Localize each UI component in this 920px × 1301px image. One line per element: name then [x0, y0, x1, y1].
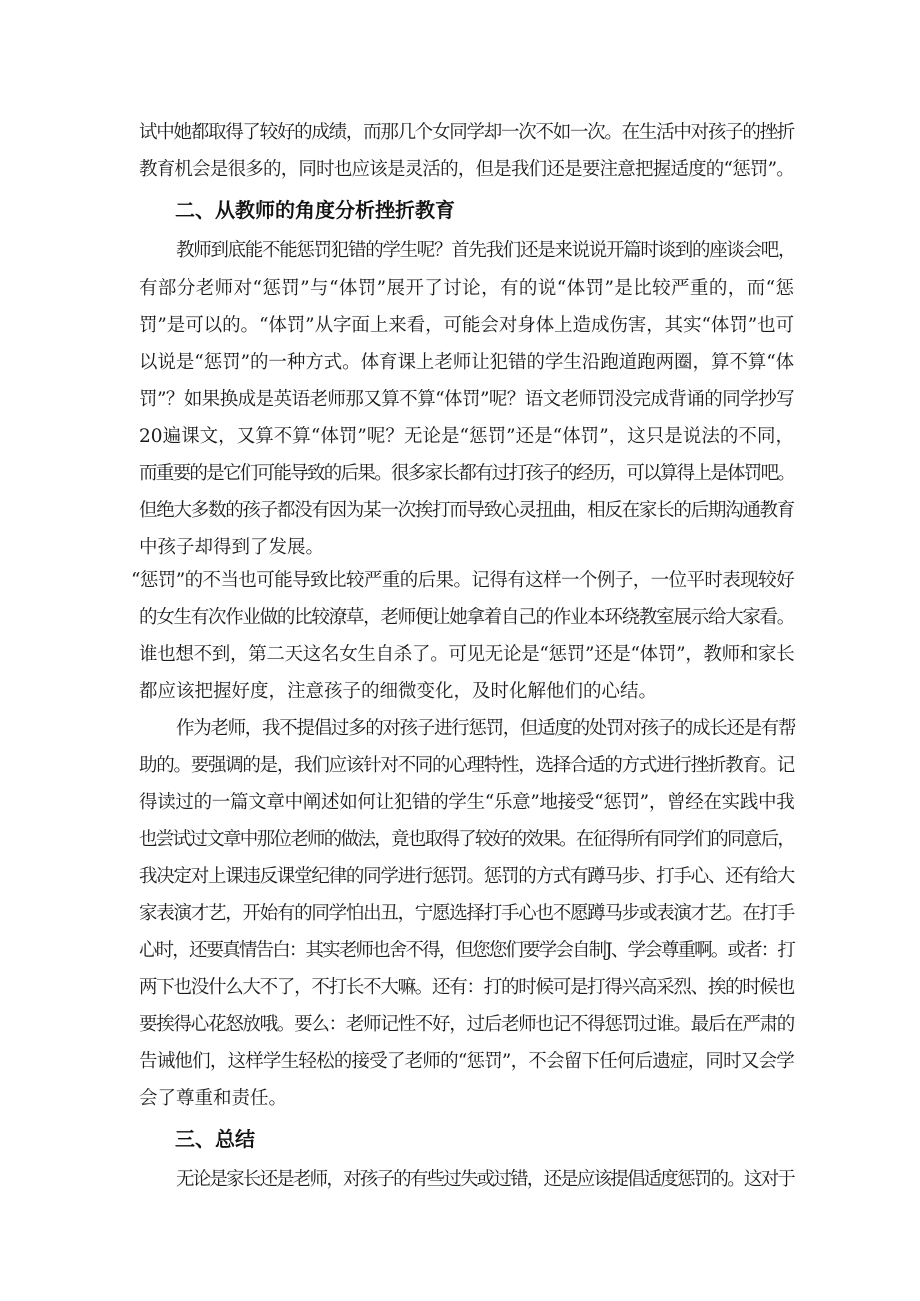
text-line: 作为老师，我不提倡过多的对孩子进行惩罚，但适度的处罚对孩子的成长还是有帮: [176, 718, 796, 739]
text-line: 助的。要强调的是，我们应该针对不同的心理特性，选择合适的方式进行挫折教育。记: [139, 755, 794, 776]
text-line: 有部分老师对“惩罚”与“体罚”展开了讨论，有的说“体罚”是比较严重的，而“惩: [139, 278, 794, 299]
text-line: 都应该把握好度，注意孩子的细微变化，及时化解他们的心结。: [139, 681, 658, 702]
text-line: 试中她都取得了较好的成绩，而那几个女同学却一次不如一次。在生活中对孩子的挫折: [139, 122, 794, 143]
text-line: “惩罚”的不当也可能导致比较严重的后果。记得有这样一个例子，一位平时表现较好: [131, 570, 794, 591]
text-line: 心时，还要真情告白：其实老师也舍不得，但您您们要学会自制J、学会尊重啊。或者：打: [139, 940, 794, 961]
text-line: 告诫他们，这样学生轻松的接受了老师的“惩罚”，不会留下任何后遗症，同时又会学: [139, 1051, 794, 1072]
text-line: 我决定对上课违反课堂纪律的同学进行惩罚。惩罚的方式有蹲马步、打手心、还有给大: [139, 866, 794, 887]
section-heading: 三、总结: [175, 1127, 255, 1151]
text-line: 以说是“惩罚”的一种方式。体育课上老师让犯错的学生沿跑道跑两圈，算不算“体: [139, 352, 794, 373]
text-line: 罚”？如果换成是英语老师那又算不算“体罚”呢？语文老师罚没完成背诵的同学抄写: [139, 389, 794, 410]
text-line: 中孩子却得到了发展。: [139, 537, 325, 558]
text-line: 家表演才艺，开始有的同学怕出丑，宁愿选择打手心也不愿蹲马步或表演才艺。在打手: [139, 903, 794, 924]
section-heading: 二、从教师的角度分析挫折教育: [175, 198, 455, 222]
text-line: 20遍课文，又算不算“体罚”呢？无论是“惩罚”还是“体罚”，这只是说法的不同，: [139, 426, 794, 447]
text-line: 会了尊重和责任。: [139, 1088, 288, 1109]
text-line: 得读过的一篇文章中阐述如何让犯错的学生“乐意”地接受“惩罚”，曾经在实践中我: [139, 792, 795, 813]
text-line: 教育机会是很多的，同时也应该是灵活的，但是我们还是要注意把握适度的“惩罚”。: [139, 159, 794, 180]
text-line: 也尝试过文章中那位老师的做法，竟也取得了较好的效果。在征得所有同学们的同意后，: [139, 829, 795, 850]
text-line: 的女生有次作业做的比较潦草，老师便让她拿着自己的作业本环绕教室展示给大家看。: [139, 607, 794, 628]
text-line: 谁也想不到，第二天这名女生自杀了。可见无论是“惩罚”还是“体罚”，教师和家长: [139, 644, 795, 665]
text-line: 两下也没什么大不了，不打长不大嘛。还有：打的时候可是打得兴高采烈、挨的时候也: [139, 977, 794, 998]
text-line: 无论是家长还是老师，对孩子的有些过失或过错，还是应该提倡适度惩罚的。这对于: [176, 1169, 794, 1190]
text-line: 但绝大多数的孩子都没有因为某一次挨打而导致心灵扭曲，相反在家长的后期沟通教育: [139, 500, 794, 521]
text-line: 要挨得心花怒放哦。要么：老师记性不好，过后老师也记不得惩罚过谁。最后在严肃的: [139, 1014, 794, 1035]
text-line: 罚”是可以的。“体罚”从字面上来看，可能会对身体上造成伤害，其实“体罚”也可: [139, 315, 794, 336]
text-line: 而重要的是它们可能导致的后果。很多家长都有过打孩子的经历，可以算得上是体罚吧。: [139, 463, 795, 484]
text-line: 教师到底能不能惩罚犯错的学生呢？首先我们还是来说说开篇时谈到的座谈会吧，: [176, 240, 796, 261]
